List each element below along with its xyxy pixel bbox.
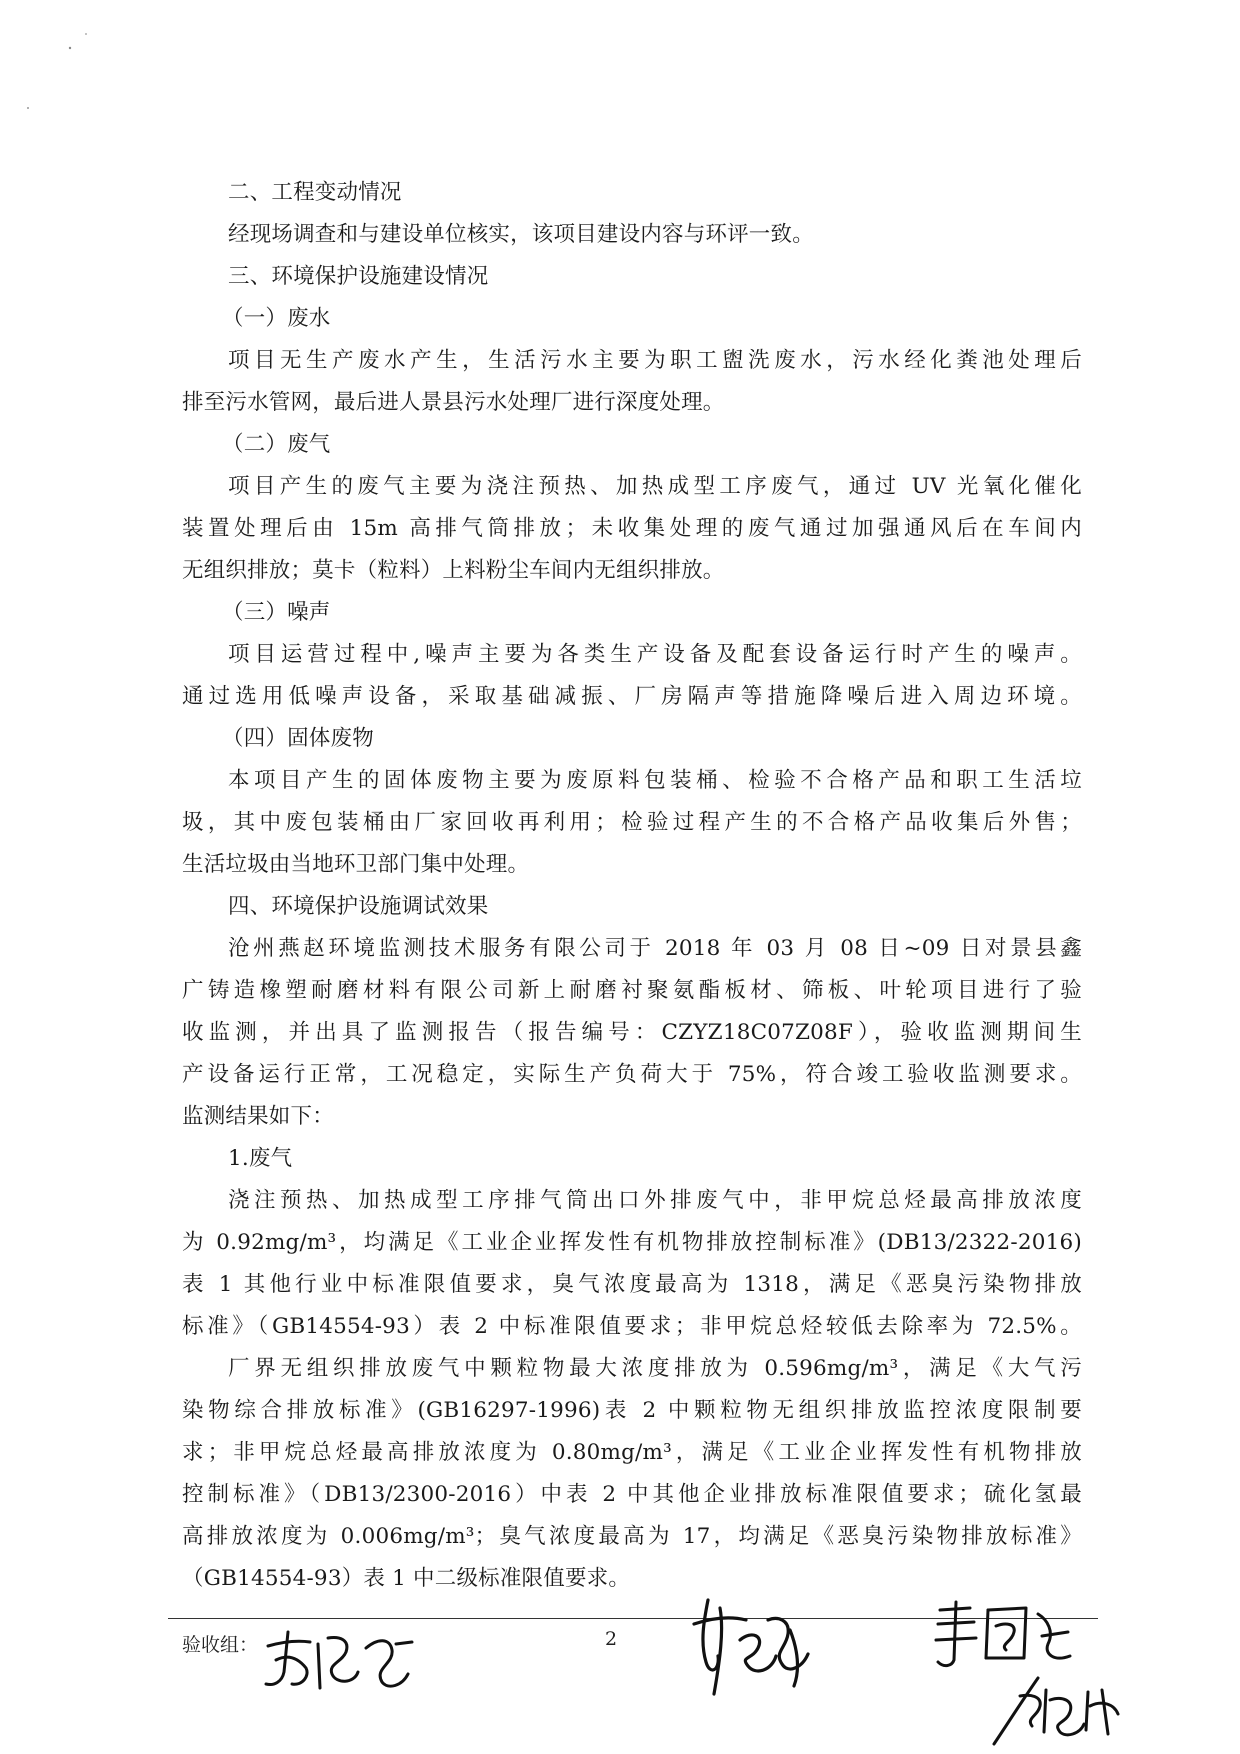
paragraph-line: 染物综合排放标准》(GB16297-1996)表 2 中颗粒物无组织排放监控浓度限制要 [182, 1398, 1082, 1423]
subheading-wastewater: （一）废水 [222, 306, 331, 331]
paragraph-line: 项目运营过程中,噪声主要为各类生产设备及配套设备运行时产生的噪声。 [228, 642, 1082, 667]
paragraph-line: 产设备运行正常，工况稳定，实际生产负荷大于 75%，符合竣工验收监测要求。 [182, 1062, 1082, 1087]
subheading-waste-gas-results: 1.废气 [228, 1146, 293, 1171]
paragraph-line: 沧州燕赵环境监测技术服务有限公司于 2018 年 03 月 08 日~09 日对景县鑫 [228, 936, 1082, 961]
paragraph-line: 广铸造橡塑耐磨材料有限公司新上耐磨衬聚氨酯板材、筛板、叶轮项目进行了验 [182, 978, 1082, 1003]
paragraph-line: 项目无生产废水产生，生活污水主要为职工盥洗废水，污水经化粪池处理后 [228, 348, 1082, 373]
paragraph-line: 收监测，并出具了监测报告（报告编号：CZYZ18C07Z08F），验收监测期间生 [182, 1020, 1082, 1045]
paragraph-line: （GB14554-93）表 1 中二级标准限值要求。 [182, 1566, 631, 1591]
section-heading-env-facilities: 三、环境保护设施建设情况 [228, 264, 489, 289]
paragraph-line: 表 1 其他行业中标准限值要求，臭气浓度最高为 1318，满足《恶臭污染物排放 [182, 1272, 1082, 1297]
paragraph-line: 项目产生的废气主要为浇注预热、加热成型工序废气，通过 UV 光氧化催化 [228, 474, 1082, 499]
subheading-solid-waste: （四）固体废物 [222, 726, 374, 751]
subheading-noise: （三）噪声 [222, 600, 331, 625]
page-number: 2 [605, 1628, 618, 1650]
paragraph-line: 通过选用低噪声设备，采取基础减振、厂房隔声等措施降噪后进入周边环境。 [182, 684, 1082, 709]
paragraph-line: 生活垃圾由当地环卫部门集中处理。 [182, 852, 530, 877]
paragraph-line: 控制标准》（DB13/2300-2016）中表 2 中其他企业排放标准限值要求；硫化氢最 [182, 1482, 1082, 1507]
subheading-waste-gas: （二）废气 [222, 432, 331, 457]
section-heading-debug-effect: 四、环境保护设施调试效果 [228, 894, 489, 919]
paragraph-line: 为 0.92mg/m³，均满足《工业企业挥发性有机物排放控制标准》(DB13/2322-2016) [182, 1230, 1082, 1255]
paragraph-line: 监测结果如下： [182, 1104, 334, 1129]
handwritten-signature-1 [262, 1624, 422, 1704]
handwritten-signature-4 [990, 1670, 1130, 1750]
paragraph-line: 圾，其中废包装桶由厂家回收再利用；检验过程产生的不合格产品收集后外售； [182, 810, 1082, 835]
paragraph-line: 厂界无组织排放废气中颗粒物最大浓度排放为 0.596mg/m³，满足《大气污 [228, 1356, 1082, 1381]
acceptance-group-label: 验收组： [182, 1634, 259, 1656]
paragraph-line: 高排放浓度为 0.006mg/m³；臭气浓度最高为 17，均满足《恶臭污染物排放标准》 [182, 1524, 1082, 1549]
paragraph-line: 标准》（GB14554-93）表 2 中标准限值要求；非甲烷总烃较低去除率为 72.5%。 [182, 1314, 1082, 1339]
paragraph-line: 无组织排放；莫卡（粒料）上料粉尘车间内无组织排放。 [182, 558, 725, 583]
paragraph-line: 经现场调查和与建设单位核实，该项目建设内容与环评一致。 [228, 222, 814, 247]
paragraph-line: 装置处理后由 15m 高排气筒排放；未收集处理的废气通过加强通风后在车间内 [182, 516, 1082, 541]
paragraph-line: 浇注预热、加热成型工序排气筒出口外排废气中，非甲烷总烃最高排放浓度 [228, 1188, 1082, 1213]
paragraph-line: 求；非甲烷总烃最高排放浓度为 0.80mg/m³，满足《工业企业挥发性有机物排放 [182, 1440, 1082, 1465]
section-heading-project-changes: 二、工程变动情况 [228, 180, 402, 205]
document-body [182, 172, 1082, 1600]
paragraph-line: 排至污水管网，最后进人景县污水处理厂进行深度处理。 [182, 390, 725, 415]
handwritten-signature-2 [690, 1590, 820, 1710]
paragraph-line: 本项目产生的固体废物主要为废原料包装桶、检验不合格产品和职工生活垃 [228, 768, 1082, 793]
handwritten-signature-3 [930, 1596, 1080, 1676]
